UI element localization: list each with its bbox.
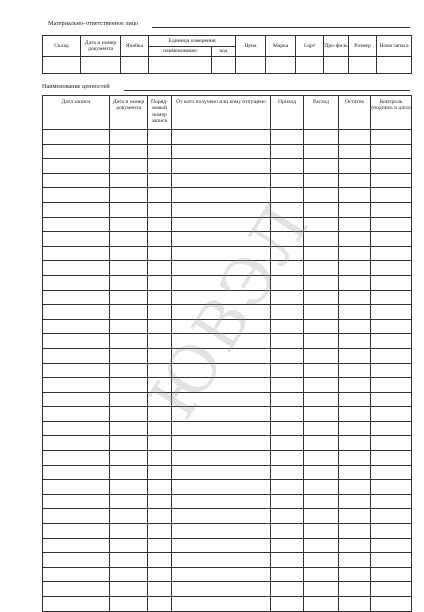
ledger-cell	[371, 553, 412, 568]
ledger-cell	[339, 436, 371, 451]
ledger-cell	[43, 173, 110, 188]
ledger-cell	[371, 188, 412, 203]
ledger-cell	[110, 319, 148, 334]
ledger-cell	[110, 290, 148, 305]
ledger-cell	[172, 436, 271, 451]
col-price: Цена	[236, 36, 266, 57]
ledger-cell	[271, 421, 304, 436]
ledger-cell	[172, 494, 271, 509]
ledger-cell	[43, 319, 110, 334]
ledger-cell	[371, 524, 412, 539]
ledger-cell	[304, 159, 339, 174]
ledger-cell	[339, 582, 371, 597]
ledger-cell	[304, 188, 339, 203]
ledger-cell	[271, 159, 304, 174]
ledger-cell	[339, 392, 371, 407]
ledger-cell	[172, 553, 271, 568]
ledger-cell	[339, 348, 371, 363]
ledger-cell	[172, 159, 271, 174]
ledger-cell	[43, 232, 110, 247]
valuables-name-line	[124, 90, 410, 91]
ledger-cell	[304, 421, 339, 436]
ledger-cell	[172, 144, 271, 159]
col-brand: Марка	[266, 36, 296, 57]
ledger-cell	[148, 480, 172, 495]
ledger-cell	[371, 173, 412, 188]
ledger-cell	[304, 480, 339, 495]
ledger-cell	[148, 524, 172, 539]
ledger-cell	[339, 421, 371, 436]
ledger-cell	[43, 553, 110, 568]
ledger-cell	[148, 261, 172, 276]
ledger-cell	[43, 524, 110, 539]
ledger-cell	[304, 567, 339, 582]
ledger-cell	[371, 305, 412, 320]
ledger-cell	[110, 465, 148, 480]
stock-card-header-table	[42, 35, 412, 74]
ledger-cell	[148, 567, 172, 582]
ledger-cell	[371, 348, 412, 363]
ledger-cell	[43, 494, 110, 509]
ledger-row	[43, 144, 412, 159]
ledger-row	[43, 494, 412, 509]
ledger-cell	[110, 480, 148, 495]
ledger-cell	[271, 144, 304, 159]
ledger-cell	[371, 407, 412, 422]
ledger-cell	[43, 421, 110, 436]
ledger-cell	[43, 392, 110, 407]
ledger-cell	[339, 480, 371, 495]
ledger-cell	[271, 480, 304, 495]
ledger-cell	[304, 275, 339, 290]
ledger-cell	[371, 363, 412, 378]
ledger-row	[43, 392, 412, 407]
ledger-cell	[43, 275, 110, 290]
ledger-cell	[172, 480, 271, 495]
ledger-cell	[148, 553, 172, 568]
ledger-cell	[110, 597, 148, 612]
ledger-cell	[110, 509, 148, 524]
ledger-cell	[43, 290, 110, 305]
ledger-cell	[43, 348, 110, 363]
ledger-cell	[148, 173, 172, 188]
ledger-cell	[271, 363, 304, 378]
ledger-cell	[304, 261, 339, 276]
ledger-cell	[271, 319, 304, 334]
ledger-cell	[110, 363, 148, 378]
ledger-cell	[304, 451, 339, 466]
ledger-cell	[172, 597, 271, 612]
ledger-cell	[304, 524, 339, 539]
ledger-cell	[304, 553, 339, 568]
ledger-cell	[43, 407, 110, 422]
ledger-cell	[339, 567, 371, 582]
ledger-cell	[172, 538, 271, 553]
ledger-cell	[304, 378, 339, 393]
ledger-cell	[304, 202, 339, 217]
ledger-cell	[148, 188, 172, 203]
ledger-cell	[339, 275, 371, 290]
ledger-cell	[148, 597, 172, 612]
col-cell: Ячейка	[121, 36, 149, 57]
ledger-cell	[371, 582, 412, 597]
ledger-cell	[339, 334, 371, 349]
col-balance: Остаток	[339, 96, 371, 130]
ledger-cell	[339, 378, 371, 393]
ledger-cell	[271, 494, 304, 509]
ledger-cell	[304, 407, 339, 422]
ledger-cell	[172, 465, 271, 480]
ledger-cell	[339, 538, 371, 553]
ledger-cell	[271, 538, 304, 553]
ledger-cell	[172, 582, 271, 597]
ledger-cell	[148, 202, 172, 217]
ledger-cell	[371, 538, 412, 553]
ledger-row	[43, 538, 412, 553]
ledger-cell	[371, 480, 412, 495]
ledger-cell	[339, 261, 371, 276]
ledger-cell	[110, 407, 148, 422]
col-expense: Расход	[304, 96, 339, 130]
ledger-cell	[304, 173, 339, 188]
ledger-cell	[148, 159, 172, 174]
ledger-cell	[43, 465, 110, 480]
ledger-cell	[172, 524, 271, 539]
ledger-cell	[371, 159, 412, 174]
ledger-cell	[339, 232, 371, 247]
ledger-row	[43, 553, 412, 568]
ledger-cell	[271, 567, 304, 582]
ledger-cell	[148, 305, 172, 320]
header-blank-row	[43, 57, 412, 74]
ledger-cell	[43, 567, 110, 582]
ledger-cell	[339, 451, 371, 466]
ledger-row	[43, 159, 412, 174]
ledger-cell	[110, 202, 148, 217]
ledger-cell	[110, 159, 148, 174]
ledger-cell	[339, 524, 371, 539]
ledger-cell	[339, 173, 371, 188]
ledger-cell	[371, 261, 412, 276]
ledger-cell	[371, 436, 412, 451]
ledger-cell	[339, 553, 371, 568]
ledger-cell	[304, 144, 339, 159]
ledger-cell	[43, 217, 110, 232]
ledger-cell	[271, 451, 304, 466]
ledger-cell	[148, 232, 172, 247]
col-unit-code: код	[212, 47, 236, 57]
ledger-row	[43, 436, 412, 451]
ledger-row	[43, 582, 412, 597]
ledger-row	[43, 232, 412, 247]
ledger-row	[43, 130, 412, 145]
ledger-cell	[148, 451, 172, 466]
ledger-cell	[43, 451, 110, 466]
ledger-cell	[148, 582, 172, 597]
ledger-cell	[339, 509, 371, 524]
ledger-cell	[339, 597, 371, 612]
ledger-cell	[371, 509, 412, 524]
ledger-cell	[271, 130, 304, 145]
ledger-cell	[148, 494, 172, 509]
ledger-cell	[371, 202, 412, 217]
ledger-cell	[371, 378, 412, 393]
col-from-to: От кого получено или кому отпущено	[172, 96, 271, 130]
ledger-cell	[110, 261, 148, 276]
col-unit-name: наименование	[149, 47, 212, 57]
ledger-cell	[110, 567, 148, 582]
ledger-cell	[172, 451, 271, 466]
ledger-cell	[271, 407, 304, 422]
ledger-cell	[371, 465, 412, 480]
ledger-cell	[110, 334, 148, 349]
ledger-cell	[371, 232, 412, 247]
ledger-cell	[371, 421, 412, 436]
ledger-cell	[148, 436, 172, 451]
ledger-cell	[43, 188, 110, 203]
valuables-name-label: Наименование ценностей	[42, 83, 110, 90]
ledger-cell	[43, 246, 110, 261]
ledger-cell	[371, 275, 412, 290]
ledger-cell	[339, 407, 371, 422]
ledger-cell	[271, 392, 304, 407]
ledger-cell	[43, 202, 110, 217]
ledger-cell	[304, 363, 339, 378]
ledger-cell	[110, 246, 148, 261]
ledger-cell	[304, 319, 339, 334]
col-warehouse: Склад	[43, 36, 81, 57]
ledger-cell	[110, 451, 148, 466]
ledger-cell	[339, 217, 371, 232]
ledger-cell	[304, 305, 339, 320]
ledger-cell	[304, 392, 339, 407]
ledger-cell	[110, 348, 148, 363]
ledger-row	[43, 407, 412, 422]
ledger-row	[43, 509, 412, 524]
ledger-cell	[43, 378, 110, 393]
ledger-cell	[339, 465, 371, 480]
ledger-cell	[110, 305, 148, 320]
ledger-cell	[371, 319, 412, 334]
ledger-cell	[271, 553, 304, 568]
ledger-cell	[148, 130, 172, 145]
ledger-cell	[371, 217, 412, 232]
ledger-cell	[304, 130, 339, 145]
ledger-cell	[271, 378, 304, 393]
ledger-cell	[43, 538, 110, 553]
responsible-person-line	[152, 27, 410, 28]
watermark: ЮВЭЛ	[136, 190, 326, 432]
ledger-cell	[43, 130, 110, 145]
ledger-cell	[339, 305, 371, 320]
ledger-cell	[110, 173, 148, 188]
ledger-cell	[148, 217, 172, 232]
ledger-cell	[43, 261, 110, 276]
ledger-cell	[339, 494, 371, 509]
ledger-cell	[371, 494, 412, 509]
ledger-cell	[43, 509, 110, 524]
ledger-cell	[148, 290, 172, 305]
ledger-cell	[339, 144, 371, 159]
ledger-row	[43, 217, 412, 232]
ledger-cell	[148, 538, 172, 553]
ledger-row	[43, 480, 412, 495]
ledger-cell	[371, 597, 412, 612]
col-entry-date: Дата записи	[43, 96, 110, 130]
ledger-row	[43, 524, 412, 539]
ledger-cell	[304, 436, 339, 451]
ledger-cell	[339, 188, 371, 203]
ledger-cell	[339, 202, 371, 217]
ledger-cell	[339, 130, 371, 145]
ledger-cell	[43, 144, 110, 159]
ledger-cell	[43, 480, 110, 495]
col-ledger-doc: Дата и номер документа	[110, 96, 148, 130]
col-profile: Про-филь	[324, 36, 349, 57]
ledger-cell	[304, 509, 339, 524]
ledger-cell	[110, 275, 148, 290]
ledger-cell	[148, 319, 172, 334]
ledger-cell	[110, 494, 148, 509]
ledger-cell	[43, 305, 110, 320]
ledger-cell	[110, 538, 148, 553]
ledger-cell	[271, 582, 304, 597]
ledger-cell	[43, 582, 110, 597]
col-size: Размер	[349, 36, 377, 57]
ledger-cell	[110, 524, 148, 539]
ledger-cell	[110, 144, 148, 159]
ledger-cell	[271, 348, 304, 363]
ledger-cell	[110, 217, 148, 232]
ledger-cell	[148, 421, 172, 436]
ledger-cell	[371, 290, 412, 305]
ledger-cell	[371, 246, 412, 261]
ledger-cell	[172, 130, 271, 145]
ledger-cell	[339, 319, 371, 334]
ledger-cell	[371, 567, 412, 582]
ledger-row	[43, 451, 412, 466]
ledger-cell	[110, 436, 148, 451]
ledger-cell	[271, 436, 304, 451]
responsible-person-label: Материально–ответственное лицо	[48, 20, 139, 27]
ledger-cell	[271, 524, 304, 539]
ledger-row	[43, 567, 412, 582]
ledger-cell	[371, 130, 412, 145]
ledger-cell	[148, 509, 172, 524]
ledger-row	[43, 202, 412, 217]
ledger-cell	[304, 538, 339, 553]
ledger-cell	[110, 421, 148, 436]
ledger-cell	[304, 582, 339, 597]
ledger-cell	[304, 465, 339, 480]
ledger-cell	[271, 597, 304, 612]
ledger-cell	[172, 509, 271, 524]
ledger-cell	[43, 334, 110, 349]
ledger-cell	[339, 246, 371, 261]
ledger-cell	[304, 494, 339, 509]
ledger-cell	[304, 334, 339, 349]
ledger-cell	[371, 334, 412, 349]
ledger-cell	[304, 290, 339, 305]
ledger-cell	[43, 597, 110, 612]
ledger-cell	[304, 597, 339, 612]
ledger-cell	[271, 465, 304, 480]
ledger-row	[43, 597, 412, 612]
ledger-cell	[110, 130, 148, 145]
ledger-cell	[339, 363, 371, 378]
ledger-cell	[271, 334, 304, 349]
ledger-cell	[371, 392, 412, 407]
ledger-cell	[371, 451, 412, 466]
ledger-cell	[148, 465, 172, 480]
col-entry-order: Поряд-ковый номер записи	[148, 96, 172, 130]
ledger-row	[43, 173, 412, 188]
ledger-cell	[339, 159, 371, 174]
col-control: Контроль (подпись и дата)	[371, 96, 412, 130]
ledger-cell	[148, 275, 172, 290]
ledger-cell	[271, 509, 304, 524]
ledger-cell	[339, 290, 371, 305]
col-income: Приход	[271, 96, 304, 130]
ledger-row	[43, 465, 412, 480]
ledger-cell	[172, 567, 271, 582]
ledger-row	[43, 188, 412, 203]
ledger-cell	[110, 232, 148, 247]
ledger-cell	[371, 144, 412, 159]
ledger-cell	[43, 159, 110, 174]
ledger-row	[43, 421, 412, 436]
ledger-cell	[110, 582, 148, 597]
ledger-cell	[43, 363, 110, 378]
ledger-cell	[172, 173, 271, 188]
ledger-cell	[148, 246, 172, 261]
col-doc-date-number: Дата и номер документа	[81, 36, 121, 57]
ledger-cell	[110, 553, 148, 568]
col-stock-norm: Нома запаса	[377, 36, 412, 57]
ledger-cell	[43, 436, 110, 451]
ledger-cell	[304, 348, 339, 363]
ledger-cell	[148, 144, 172, 159]
col-unit-group: Единица измерения	[149, 36, 236, 47]
ledger-cell	[271, 173, 304, 188]
col-grade: Сорт	[296, 36, 324, 57]
ledger-cell	[110, 188, 148, 203]
